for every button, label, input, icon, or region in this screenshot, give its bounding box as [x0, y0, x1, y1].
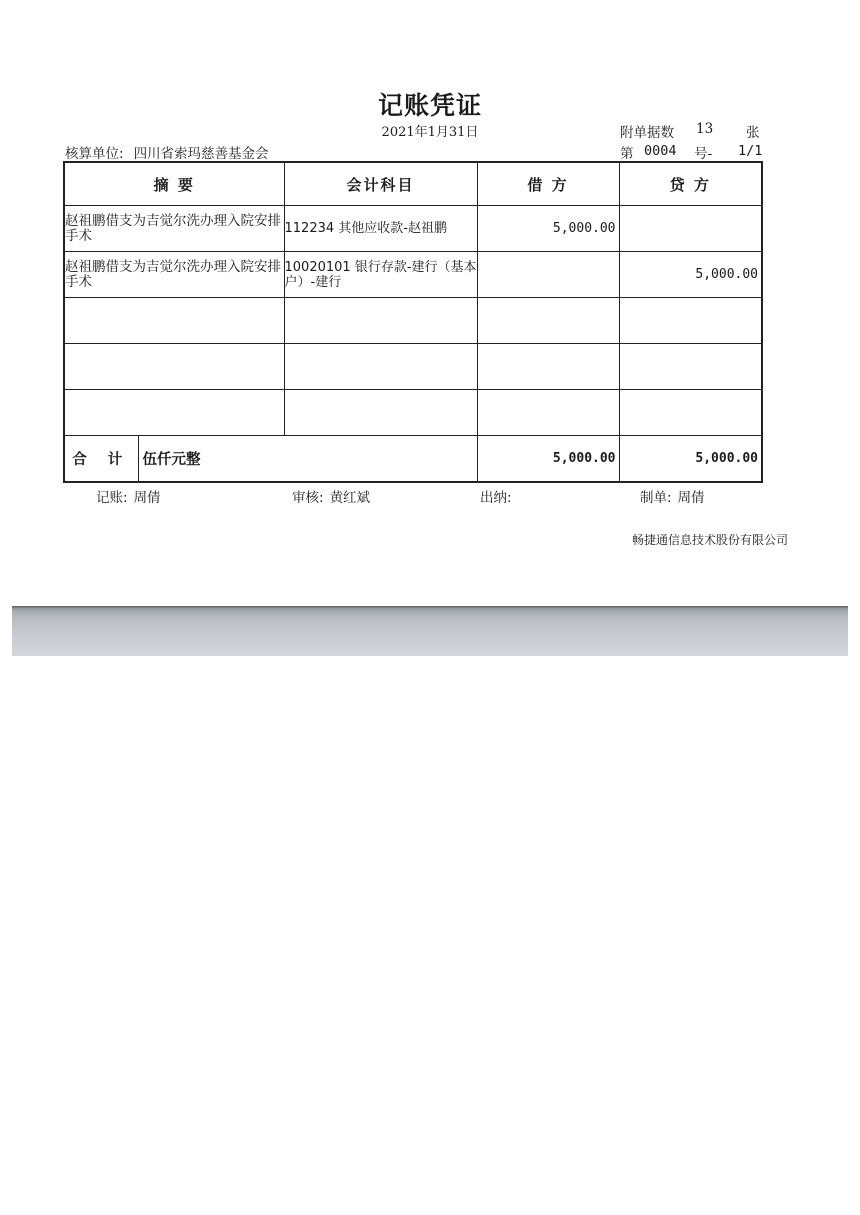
software-company: 畅捷通信息技术股份有限公司 — [632, 533, 789, 547]
total-credit: 5,000.00 — [619, 436, 762, 483]
table-total-row — [64, 436, 762, 483]
accounting-unit-name: 四川省索玛慈善基金会 — [133, 146, 269, 162]
row-account: 112234 其他应收款-赵祖鹏 — [284, 206, 477, 252]
voucher-number-label: 第 — [620, 146, 634, 162]
total-amount-words: 伍仟元整 — [138, 436, 477, 483]
attachment-unit: 张 — [746, 125, 760, 141]
signature-bookkeeper — [96, 486, 161, 506]
signature-cashier — [480, 486, 518, 506]
empty-cell — [64, 298, 284, 344]
header-account: 会计科目 — [284, 162, 477, 206]
scan-edge-shadow — [12, 606, 848, 656]
total-debit: 5,000.00 — [477, 436, 619, 483]
total-label: 合 计 — [64, 436, 138, 483]
header-credit: 贷 方 — [619, 162, 762, 206]
empty-cell — [284, 344, 477, 390]
empty-cell — [64, 390, 284, 436]
voucher-title: 记账凭证 — [377, 91, 482, 120]
accounting-unit — [65, 142, 269, 162]
row-credit — [619, 206, 762, 252]
table-header-row — [64, 162, 762, 206]
empty-cell — [619, 390, 762, 436]
bookkeeper-label: 记账: — [96, 490, 128, 506]
signature-preparer — [640, 486, 705, 506]
reviewer-label: 审核: — [292, 490, 324, 506]
empty-cell — [64, 344, 284, 390]
accounting-unit-label: 核算单位: — [65, 146, 124, 162]
preparer-name: 周倩 — [677, 490, 705, 506]
row-debit: 5,000.00 — [477, 206, 619, 252]
table-row — [64, 252, 762, 298]
attachment-label: 附单据数 — [620, 125, 674, 141]
empty-cell — [477, 298, 619, 344]
reviewer-name: 黄红斌 — [329, 490, 371, 506]
row-account: 10020101 银行存款-建行（基本户）-建行 — [284, 252, 477, 298]
attachment-count: 13 — [696, 121, 714, 137]
voucher-date: 2021年1月31日 — [381, 125, 479, 140]
empty-cell — [619, 344, 762, 390]
empty-cell — [284, 298, 477, 344]
empty-cell — [477, 390, 619, 436]
voucher-number: 0004 — [644, 143, 677, 159]
row-debit — [477, 252, 619, 298]
bookkeeper-name: 周倩 — [133, 490, 161, 506]
signature-reviewer — [292, 486, 370, 506]
header-debit: 借 方 — [477, 162, 619, 206]
header-summary: 摘 要 — [64, 162, 284, 206]
table-row-empty — [64, 390, 762, 436]
preparer-label: 制单: — [640, 490, 672, 506]
table-row — [64, 206, 762, 252]
voucher-number-suffix: 号- — [694, 146, 713, 162]
row-summary: 赵祖鹏借支为吉觉尔洗办理入院安排手术 — [64, 206, 284, 252]
row-summary: 赵祖鹏借支为吉觉尔洗办理入院安排手术 — [64, 252, 284, 298]
empty-cell — [284, 390, 477, 436]
voucher-table — [63, 161, 763, 483]
table-row-empty — [64, 298, 762, 344]
row-credit: 5,000.00 — [619, 252, 762, 298]
voucher-page: 1/1 — [738, 143, 763, 159]
empty-cell — [477, 344, 619, 390]
cashier-label: 出纳: — [480, 490, 512, 506]
empty-cell — [619, 298, 762, 344]
table-row-empty — [64, 344, 762, 390]
